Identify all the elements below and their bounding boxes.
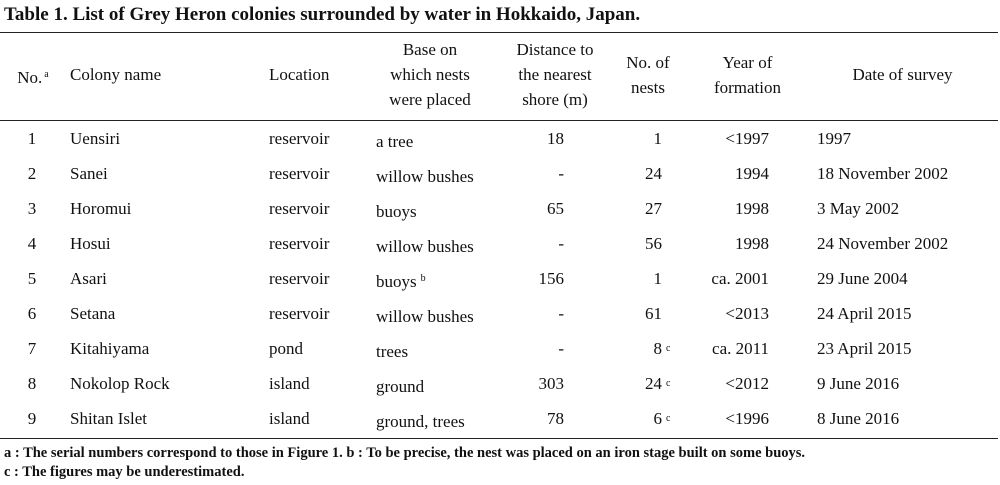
cell-nests: 6 — [653, 409, 662, 428]
table-row — [0, 226, 1000, 261]
cell-base — [376, 191, 421, 229]
cell-nests: 27 — [645, 199, 662, 218]
cell-base — [376, 261, 426, 299]
cell-no: 1 — [27, 129, 37, 148]
header-colony-name: Colony name — [70, 65, 162, 84]
cell-nests: 1 — [653, 129, 662, 148]
header-base-line: were placed — [389, 90, 471, 109]
cell-year: <1997 — [725, 129, 769, 148]
cell-location: island — [269, 374, 310, 393]
cell-nests-footnote — [662, 296, 676, 334]
cell-location: reservoir — [269, 164, 330, 183]
cell-year: ca. 2001 — [711, 269, 769, 288]
header-no-footnote-mark: a — [44, 69, 49, 80]
cell-nests-footnote — [662, 261, 676, 299]
cell-nests-footnote — [662, 226, 676, 264]
cell-base — [376, 401, 469, 439]
cell-base-text: ground — [376, 377, 425, 396]
cell-distance: 65 — [547, 199, 564, 218]
cell-date: 24 November 2002 — [817, 234, 949, 253]
cell-colony-name: Setana — [70, 304, 116, 323]
table-top-rule — [0, 32, 998, 33]
cell-nests: 1 — [653, 269, 662, 288]
cell-nests: 56 — [645, 234, 662, 253]
cell-date: 23 April 2015 — [817, 339, 912, 358]
cell-no: 9 — [27, 409, 37, 428]
table-row — [0, 331, 1000, 366]
cell-colony-name: Hosui — [70, 234, 111, 253]
cell-location: reservoir — [269, 234, 330, 253]
cell-nests-footnote — [662, 156, 676, 194]
cell-nests-footnote — [662, 121, 676, 159]
cell-colony-name: Asari — [70, 269, 107, 288]
cell-no: 5 — [27, 269, 37, 288]
cell-year: <2013 — [725, 304, 769, 323]
cell-base-text: willow bushes — [376, 237, 474, 256]
cell-year: <1996 — [725, 409, 769, 428]
header-base-line: Base on — [402, 40, 458, 59]
header-nests — [612, 50, 684, 100]
table-bottom-rule — [0, 438, 998, 439]
footnote: a : The serial numbers correspond to those in Figure 1. b : To be precise, the nest was placed on an iron stage built on some buoys. — [4, 445, 806, 461]
cell-base — [376, 331, 412, 369]
header-nests-line: nests — [631, 78, 665, 97]
cell-location: reservoir — [269, 199, 330, 218]
header-no-label: No. — [17, 68, 43, 87]
cell-nests: 8 — [653, 339, 662, 358]
table-title: Table 1. List of Grey Heron colonies surrounded by water in Hokkaido, Japan. — [4, 4, 641, 25]
cell-base-text: trees — [376, 342, 409, 361]
table-row — [0, 296, 1000, 331]
header-no — [8, 62, 58, 90]
cell-location: reservoir — [269, 269, 330, 288]
cell-no: 7 — [27, 339, 37, 358]
cell-base — [376, 156, 478, 194]
cell-colony-name: Horomui — [70, 199, 132, 218]
cell-base-text: a tree — [376, 132, 414, 151]
cell-nests-footnote-mark: c — [666, 413, 671, 424]
table-row — [0, 121, 1000, 156]
header-distance-line: the nearest — [518, 65, 592, 84]
cell-location: pond — [269, 339, 303, 358]
footnote: c : The figures may be underestimated. — [4, 464, 245, 480]
cell-nests-footnote — [662, 191, 676, 229]
header-nests-line: No. of — [626, 53, 670, 72]
cell-no: 2 — [27, 164, 37, 183]
cell-date: 18 November 2002 — [817, 164, 949, 183]
cell-date: 29 June 2004 — [817, 269, 908, 288]
cell-nests-footnote — [662, 401, 676, 439]
header-distance-line: shore (m) — [522, 90, 588, 109]
cell-year: 1998 — [735, 234, 769, 253]
cell-base — [376, 296, 478, 334]
cell-colony-name: Nokolop Rock — [70, 374, 170, 393]
cell-base-footnote-mark: b — [420, 273, 426, 284]
cell-distance: - — [558, 234, 564, 253]
header-base — [370, 37, 490, 112]
cell-year: ca. 2011 — [712, 339, 769, 358]
cell-date: 24 April 2015 — [817, 304, 912, 323]
cell-year: <2012 — [725, 374, 769, 393]
header-base-line: which nests — [390, 65, 470, 84]
cell-nests: 24 — [645, 374, 662, 393]
cell-nests-footnote-mark: c — [666, 343, 671, 354]
table-row — [0, 401, 1000, 436]
cell-nests-footnote — [662, 331, 676, 369]
header-distance-line: Distance to — [516, 40, 594, 59]
cell-location: island — [269, 409, 310, 428]
header-date: Date of survey — [852, 65, 953, 84]
cell-nests: 24 — [645, 164, 662, 183]
cell-distance: - — [558, 339, 564, 358]
cell-date: 8 June 2016 — [817, 409, 900, 428]
cell-base-text: willow bushes — [376, 167, 474, 186]
cell-no: 6 — [27, 304, 37, 323]
cell-base-text: buoys — [376, 202, 417, 221]
cell-year: 1998 — [735, 199, 769, 218]
cell-distance: 156 — [538, 269, 564, 288]
header-year-line: Year of — [722, 53, 773, 72]
cell-distance: - — [558, 304, 564, 323]
cell-year: 1994 — [735, 164, 769, 183]
cell-nests-footnote — [662, 366, 676, 404]
cell-base — [376, 366, 428, 404]
cell-base-text: ground, trees — [376, 412, 465, 431]
table-row — [0, 366, 1000, 401]
cell-colony-name: Kitahiyama — [70, 339, 150, 358]
table-row — [0, 261, 1000, 296]
cell-base — [376, 226, 478, 264]
table-row — [0, 191, 1000, 226]
cell-location: reservoir — [269, 129, 330, 148]
cell-colony-name: Uensiri — [70, 129, 121, 148]
cell-distance: 78 — [547, 409, 564, 428]
cell-base-text: buoys — [376, 272, 417, 291]
header-year-line: formation — [713, 78, 782, 97]
cell-base-text: willow bushes — [376, 307, 474, 326]
cell-location: reservoir — [269, 304, 330, 323]
cell-nests: 61 — [645, 304, 662, 323]
cell-date: 3 May 2002 — [817, 199, 900, 218]
header-location: Location — [269, 65, 330, 84]
cell-colony-name: Shitan Islet — [70, 409, 147, 428]
cell-date: 9 June 2016 — [817, 374, 900, 393]
cell-distance: 303 — [538, 374, 564, 393]
table-row — [0, 156, 1000, 191]
cell-date: 1997 — [817, 129, 851, 148]
cell-distance: - — [558, 164, 564, 183]
cell-no: 8 — [27, 374, 37, 393]
cell-distance: 18 — [547, 129, 564, 148]
cell-no: 3 — [27, 199, 37, 218]
cell-colony-name: Sanei — [70, 164, 108, 183]
cell-no: 4 — [27, 234, 37, 253]
cell-base — [376, 121, 417, 159]
cell-nests-footnote-mark: c — [666, 378, 671, 389]
header-year — [700, 50, 795, 100]
header-distance — [500, 37, 610, 112]
